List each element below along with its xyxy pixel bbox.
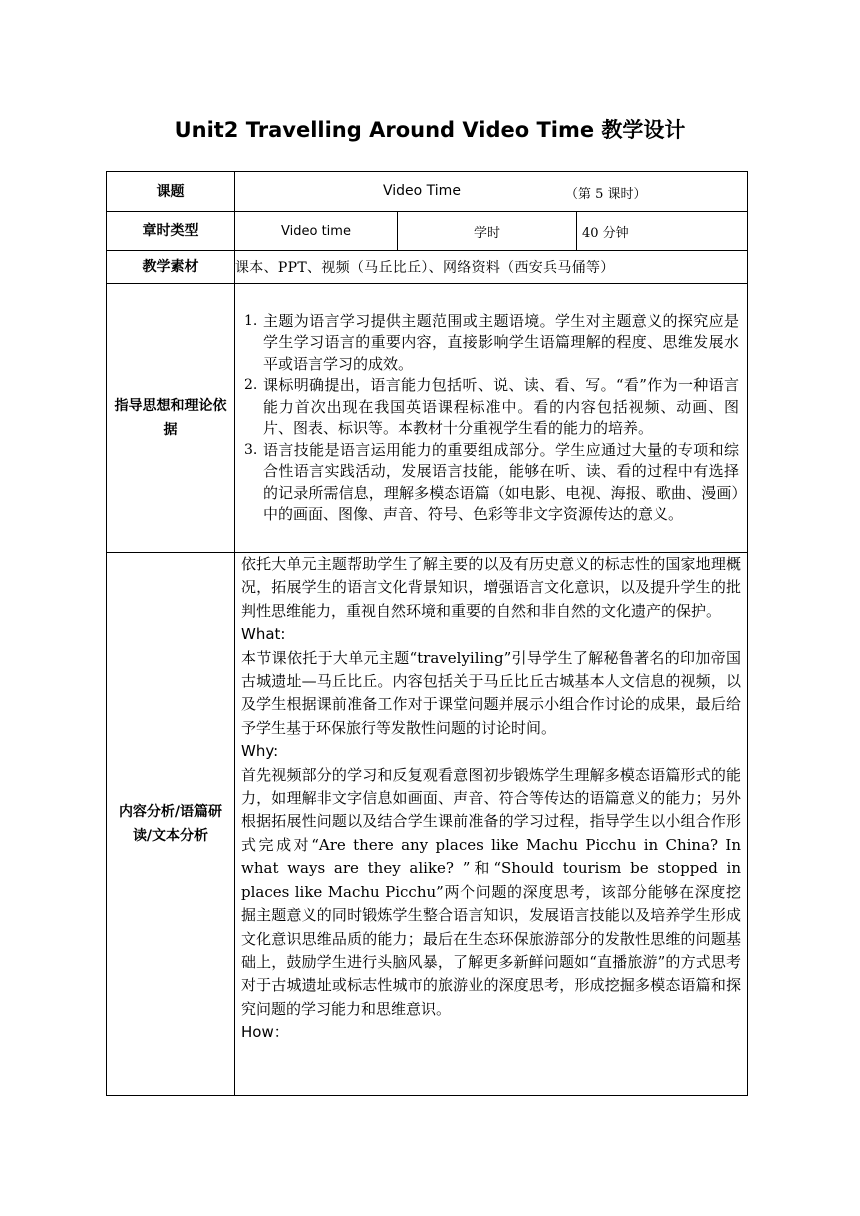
lesson-number: （第 5 课时） <box>565 187 647 202</box>
document-title: Unit2 Travelling Around Video Time 教学设计 <box>174 118 686 142</box>
analysis-label: 内容分析/语篇研读/文本分析 <box>107 553 235 1096</box>
guiding-cell <box>235 284 748 553</box>
topic-label: 课题 <box>107 172 235 212</box>
guiding-label: 指导思想和理论依据 <box>107 284 235 553</box>
materials-value: 课本、PPT、视频（马丘比丘）、网络资料（西安兵马俑等） <box>235 251 748 284</box>
topic-cell <box>235 172 748 212</box>
guiding-item-text: 语言技能是语言运用能力的重要组成部分。学生应通过大量的专项和综合性语言实践活动，发展语言技能，能够在听、读、看的过程中有选择的记录所需信息，理解多模态语篇（如电影、电视、海报、歌曲、漫画）中的画面、图像、声音、符号、色彩等非文字资源传达的意义。 <box>263 440 739 523</box>
guiding-item <box>235 375 739 440</box>
why-text: 首先视频部分的学习和反复观看意图初步锻炼学生理解多模态语篇形式的能力，如理解非文字信息如画面、声音、符合等传达的语篇意义的能力；另外根据拓展性问题以及结合学生课前准备的学习过程，指导学生以小组合作形式完成对“Are there any places like Machu Picchu in China? In what ways are they alike? ”和“Should tourism be stopped in places like Machu Picchu”两个问题的深度思考，该部分能够在深度挖掘主题意义的同时锻炼学生整合语言知识，发展语言技能以及培养学生形成文化意识思维品质的能力；最后在生态环保旅游部分的发散性思维的问题基础上，鼓励学生进行头脑风暴，了解更多新鲜问题如“直播旅游”的方式思考对于古城遗址或标志性城市的旅游业的深度思考，形成挖掘多模态语篇和探究问题的学习能力和思维意识。 <box>241 765 741 1018</box>
what-text: 本节课依托于大单元主题“travelyiling”引导学生了解秘鲁著名的印加帝国古城遗址—马丘比丘。内容包括关于马丘比丘古城基本人文信息的视频，以及学生根据课前准备工作对于课堂问题并展示小组合作讨论的成果，最后给予学生基于环保旅行等发散性问题的讨论时间。 <box>241 648 741 737</box>
guiding-item-text: 主题为语言学习提供主题范围或主题语境。学生对主题意义的探究应是学生学习语言的重要内容，直接影响学生语篇理解的程度、思维发展水平或语言学习的成效。 <box>263 311 739 373</box>
topic-row <box>107 172 748 212</box>
hours-label: 学时 <box>398 212 577 250</box>
topic-value: Video Time <box>383 183 461 199</box>
type-cell <box>235 212 748 251</box>
guiding-item <box>235 440 739 526</box>
guiding-item-number: 2. <box>244 377 258 393</box>
guiding-item <box>235 311 739 376</box>
guiding-list <box>235 311 747 526</box>
why-heading: Why: <box>241 742 279 761</box>
how-heading: How： <box>241 1023 289 1042</box>
materials-row <box>107 251 748 284</box>
guiding-item-number: 3. <box>244 441 258 458</box>
type-label: 章时类型 <box>107 212 235 251</box>
type-value: Video time <box>235 212 398 250</box>
hours-value: 40 分钟 <box>582 225 629 241</box>
guiding-item-text: 课标明确提出，语言能力包括听、说、读、看、写。“看”作为一种语言能力首次出现在我国英语课程标准中。看的内容包括视频、动画、图片、图表、标识等。本教材十分重视学生看的能力的培养。 <box>263 376 739 437</box>
guiding-row <box>107 284 748 553</box>
type-row <box>107 212 748 251</box>
what-heading: What: <box>241 625 286 644</box>
lesson-plan-table <box>106 171 748 1096</box>
guiding-item-number: 1. <box>244 312 258 329</box>
analysis-intro: 依托大单元主题帮助学生了解主要的以及有历史意义的标志性的国家地理概况，拓展学生的语言文化背景知识，增强语言文化意识，以及提升学生的批判性思维能力，重视自然环境和重要的自然和非自然的文化遗产的保护。 <box>241 555 741 620</box>
analysis-cell <box>235 553 748 1096</box>
materials-label: 教学素材 <box>107 251 235 284</box>
analysis-content <box>235 553 747 1045</box>
analysis-row <box>107 553 748 1096</box>
